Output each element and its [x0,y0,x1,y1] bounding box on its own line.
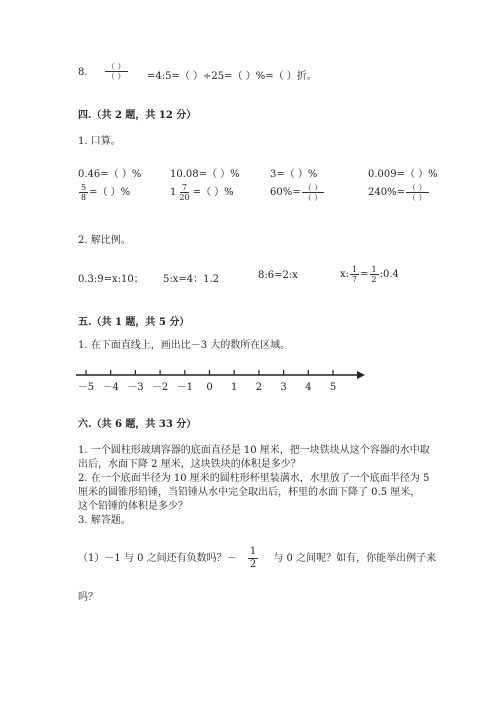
problem-2-line-2: 厘米的圆锥形铅锤，当铅锤从水中完全取出后，杯里的水面下降了 0.5 厘米， [78,487,421,498]
calc-item: 0.009=（ ）% [368,169,438,180]
calc-item-percent-fraction: 60%= $\frac{( )}{( )}$ [270,183,323,202]
number-line-label: 2 [255,382,263,393]
section-4-q2: 2. 解比例。 [78,235,131,246]
question-number: 8. [78,67,88,78]
question-8-text: =4:5=（ ）÷25=（ ）%=（ ）折。 [147,71,317,82]
section-4-title: 四.（共 2 题，共 12 分） [78,110,197,121]
calc-item-fraction: $\frac{5}{8}$ =（ ）% [81,183,131,202]
problem-1-line-2: 出后，水面下降 2 厘米，这块铁块的体积是多少？ [78,459,301,470]
number-line-label: －1 [176,382,193,393]
number-line [70,365,370,400]
number-line-label: －5 [77,382,95,393]
number-line-label: 0 [206,382,213,393]
section-6-title: 六.（共 6 题，共 33 分） [78,419,197,430]
section-5-title: 五.（共 1 题，共 5 分） [78,317,190,328]
arrow-head-icon [357,371,365,379]
section-5-q1: 1. 在下面直线上，画出比－3 大的数所在区域。 [78,340,291,351]
ratio-item: 8:6=2:x [258,270,298,281]
problem-1-line-1: 1. 一个圆柱形玻璃容器的底面直径是 10 厘米，把一块铁块从这个容器的水中取 [78,445,430,456]
problem-2-line-3: 这个铅锤的体积是多少？ [78,501,188,512]
problem-2-line-1: 2. 在一个底面半径为 10 厘米的圆柱形杯里装满水，水里放了一个底面半径为 5 [78,473,430,484]
ratio-item: 0.3:9=x:10； [78,274,144,285]
calc-item: 3=（ ）% [270,169,318,180]
number-line-label: 1 [231,382,238,393]
number-line-label: 5 [329,382,337,393]
number-line-label: 3 [280,382,287,393]
section-4-q1: 1. 口算。 [78,136,121,147]
number-line-label: －2 [151,382,169,393]
problem-3-sub-1: （1）－1 与 0 之间还有负数吗？－ $\frac{1}{2}$ 与 0 之间呢？如有，你能举出例子来 [78,546,437,570]
problem-3-sub-1-end: 吗？ [78,592,98,603]
calc-item-mixed-number: 1 $\frac{7}{20}$ =（ ）% [170,183,234,202]
calc-item-percent-fraction: 240%= $\frac{( )}{( )}$ [368,183,427,202]
number-line-label: 4 [305,382,312,393]
number-line-label: －3 [127,382,144,393]
blank-fraction: $\frac{( )}{( )}$ [107,62,126,81]
calc-item: 0.46=（ ）% [78,169,142,180]
calc-item: 10.08=（ ）% [170,169,240,180]
ratio-item: 5:x=4：1.2 [163,274,220,285]
problem-3-title: 3. 解答题。 [78,515,131,526]
number-line-label: －4 [102,382,119,393]
ratio-item-fraction: x: $\frac{1}{7}$ = $\frac{1}{2}$ :0.4 [340,265,399,284]
